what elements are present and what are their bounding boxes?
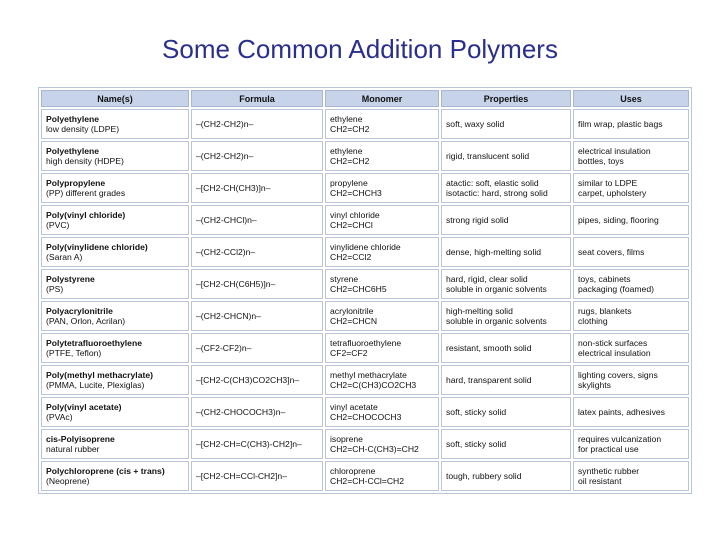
cell-properties (441, 141, 571, 171)
table-row (41, 461, 689, 491)
polymer-formula: –(CH2-CH2)n– (196, 151, 254, 161)
polymer-alias: natural rubber (46, 444, 100, 454)
polymer-alias: (PTFE, Teflon) (46, 348, 102, 358)
use-text: synthetic rubber (578, 466, 640, 476)
cell-monomer (325, 365, 439, 395)
polymer-name: Polystyrene (46, 274, 95, 284)
monomer-text: methyl methacrylate (330, 370, 407, 380)
cell-monomer (325, 173, 439, 203)
cell-uses (573, 205, 689, 235)
cell-formula (191, 109, 323, 139)
property-text: strong rigid solid (446, 215, 509, 225)
monomer-text: CH2=CCl2 (330, 252, 372, 262)
polymer-name: Polyethylene (46, 146, 100, 156)
polymer-formula: –(CF2-CF2)n– (196, 343, 252, 353)
cell-formula (191, 333, 323, 363)
cell-properties (441, 461, 571, 491)
polymer-name: Polychloroprene (cis + trans) (46, 466, 165, 476)
header-uses: Uses (573, 90, 689, 107)
property-text: hard, rigid, clear solid (446, 274, 528, 284)
cell-uses (573, 141, 689, 171)
cell-name (41, 301, 189, 331)
cell-name (41, 269, 189, 299)
use-text: film wrap, plastic bags (578, 119, 663, 129)
cell-monomer (325, 205, 439, 235)
cell-uses (573, 301, 689, 331)
property-text: tough, rubbery solid (446, 471, 522, 481)
cell-monomer (325, 333, 439, 363)
property-text: resistant, smooth solid (446, 343, 532, 353)
cell-name (41, 429, 189, 459)
cell-properties (441, 269, 571, 299)
polymer-name: cis-Polyisoprene (46, 434, 115, 444)
cell-name (41, 109, 189, 139)
cell-monomer (325, 141, 439, 171)
cell-name (41, 397, 189, 427)
polymer-alias: (Saran A) (46, 252, 83, 262)
monomer-text: CH2=CHCN (330, 316, 378, 326)
property-text: hard, transparent solid (446, 375, 532, 385)
cell-monomer (325, 109, 439, 139)
polymer-formula: –(CH2-CHOCOCH3)n– (196, 407, 286, 417)
polymer-name: Polyacrylonitrile (46, 306, 113, 316)
cell-properties (441, 237, 571, 267)
property-text: soft, sticky solid (446, 439, 507, 449)
monomer-text: CH2=CHCH3 (330, 188, 382, 198)
cell-uses (573, 269, 689, 299)
cell-uses (573, 333, 689, 363)
use-text: rugs, blankets (578, 306, 632, 316)
cell-formula (191, 173, 323, 203)
monomer-text: CH2=CH2 (330, 156, 370, 166)
table-header-row (41, 90, 689, 107)
property-text: soluble in organic solvents (446, 316, 547, 326)
polymer-name: Poly(vinylidene chloride) (46, 242, 148, 252)
monomer-text: CH2=CH-CCl=CH2 (330, 476, 405, 486)
monomer-text: CH2=CH2 (330, 124, 370, 134)
cell-properties (441, 205, 571, 235)
use-text: similar to LDPE (578, 178, 638, 188)
cell-formula (191, 461, 323, 491)
polymer-alias: (PVAc) (46, 412, 73, 422)
cell-uses (573, 429, 689, 459)
table-row (41, 429, 689, 459)
cell-formula (191, 365, 323, 395)
use-text: seat covers, films (578, 247, 645, 257)
use-text: non-stick surfaces (578, 338, 648, 348)
cell-properties (441, 365, 571, 395)
use-text: requires vulcanization (578, 434, 662, 444)
cell-name (41, 173, 189, 203)
polymer-name: Polyethylene (46, 114, 100, 124)
cell-formula (191, 205, 323, 235)
polymer-alias: (PAN, Orlon, Acrilan) (46, 316, 126, 326)
property-text: soft, sticky solid (446, 407, 507, 417)
cell-properties (441, 109, 571, 139)
use-text: lighting covers, signs (578, 370, 658, 380)
table-row (41, 301, 689, 331)
use-text: clothing (578, 316, 608, 326)
monomer-text: vinylidene chloride (330, 242, 401, 252)
cell-formula (191, 301, 323, 331)
use-text: oil resistant (578, 476, 622, 486)
table-row (41, 269, 689, 299)
use-text: for practical use (578, 444, 639, 454)
table-row (41, 365, 689, 395)
monomer-text: styrene (330, 274, 359, 284)
polymer-name: Poly(vinyl acetate) (46, 402, 122, 412)
polymer-formula: –[CH2-C(CH3)CO2CH3]n– (196, 375, 300, 385)
cell-monomer (325, 301, 439, 331)
polymer-formula: –[CH2-CH=C(CH3)-CH2]n– (196, 439, 302, 449)
use-text: skylights (578, 380, 611, 390)
header-monomer: Monomer (325, 90, 439, 107)
polymer-alias: (Neoprene) (46, 476, 90, 486)
use-text: latex paints, adhesives (578, 407, 665, 417)
use-text: carpet, upholstery (578, 188, 647, 198)
monomer-text: vinyl acetate (330, 402, 378, 412)
slide-title: Some Common Addition Polymers (162, 34, 558, 64)
table-row (41, 333, 689, 363)
table-body (41, 109, 689, 491)
table-row (41, 109, 689, 139)
table-row (41, 141, 689, 171)
cell-name (41, 461, 189, 491)
header-name: Name(s) (41, 90, 189, 107)
polymer-formula: –(CH2-CH2)n– (196, 119, 254, 129)
use-text: electrical insulation (578, 146, 651, 156)
cell-name (41, 141, 189, 171)
monomer-text: tetrafluoroethylene (330, 338, 402, 348)
cell-uses (573, 461, 689, 491)
cell-properties (441, 333, 571, 363)
cell-formula (191, 237, 323, 267)
cell-properties (441, 301, 571, 331)
table-row (41, 237, 689, 267)
cell-monomer (325, 237, 439, 267)
polymer-alias: low density (LDPE) (46, 124, 120, 134)
monomer-text: acrylonitrile (330, 306, 374, 316)
cell-formula (191, 141, 323, 171)
use-text: packaging (foamed) (578, 284, 654, 294)
cell-monomer (325, 397, 439, 427)
cell-uses (573, 397, 689, 427)
monomer-text: CH2=C(CH3)CO2CH3 (330, 380, 417, 390)
cell-uses (573, 237, 689, 267)
cell-monomer (325, 461, 439, 491)
polymer-alias: (PVC) (46, 220, 70, 230)
use-text: toys, cabinets (578, 274, 631, 284)
monomer-text: chloroprene (330, 466, 376, 476)
property-text: soluble in organic solvents (446, 284, 547, 294)
polymer-alias: high density (HDPE) (46, 156, 124, 166)
use-text: bottles, toys (578, 156, 624, 166)
property-text: dense, high-melting solid (446, 247, 542, 257)
property-text: atactic: soft, elastic solid (446, 178, 539, 188)
polymer-formula: –(CH2-CHCN)n– (196, 311, 261, 321)
cell-formula (191, 269, 323, 299)
monomer-text: isoprene (330, 434, 363, 444)
cell-monomer (325, 269, 439, 299)
header-formula: Formula (191, 90, 323, 107)
polymer-alias: (PMMA, Lucite, Plexiglas) (46, 380, 145, 390)
cell-name (41, 365, 189, 395)
monomer-text: CH2=CH-C(CH3)=CH2 (330, 444, 419, 454)
use-text: pipes, siding, flooring (578, 215, 659, 225)
cell-uses (573, 365, 689, 395)
polymer-name: Poly(methyl methacrylate) (46, 370, 153, 380)
cell-properties (441, 429, 571, 459)
polymer-name: Poly(vinyl chloride) (46, 210, 126, 220)
polymer-formula: –(CH2-CCl2)n– (196, 247, 256, 257)
cell-name (41, 205, 189, 235)
monomer-text: CH2=CHOCOCH3 (330, 412, 402, 422)
table-row (41, 397, 689, 427)
polymer-name: Polytetrafluoroethylene (46, 338, 142, 348)
cell-monomer (325, 429, 439, 459)
cell-uses (573, 173, 689, 203)
cell-name (41, 333, 189, 363)
monomer-text: CH2=CHC6H5 (330, 284, 387, 294)
monomer-text: ethylene (330, 114, 363, 124)
monomer-text: ethylene (330, 146, 363, 156)
header-properties: Properties (441, 90, 571, 107)
polymer-formula: –[CH2-CH=CCl-CH2]n– (196, 471, 287, 481)
property-text: rigid, translucent solid (446, 151, 530, 161)
cell-properties (441, 173, 571, 203)
cell-properties (441, 397, 571, 427)
polymer-name: Polypropylene (46, 178, 106, 188)
property-text: soft, waxy solid (446, 119, 505, 129)
table-row (41, 173, 689, 203)
property-text: high-melting solid (446, 306, 513, 316)
polymer-alias: (PS) (46, 284, 64, 294)
cell-formula (191, 397, 323, 427)
monomer-text: vinyl chloride (330, 210, 380, 220)
polymer-formula: –(CH2-CHCl)n– (196, 215, 257, 225)
polymer-alias: (PP) different grades (46, 188, 126, 198)
monomer-text: CH2=CHCl (330, 220, 373, 230)
cell-uses (573, 109, 689, 139)
monomer-text: propylene (330, 178, 368, 188)
cell-formula (191, 429, 323, 459)
cell-name (41, 237, 189, 267)
monomer-text: CF2=CF2 (330, 348, 368, 358)
property-text: isotactic: hard, strong solid (446, 188, 548, 198)
use-text: electrical insulation (578, 348, 651, 358)
polymers-table (38, 87, 692, 494)
table-row (41, 205, 689, 235)
polymer-formula: –[CH2-CH(C6H5)]n– (196, 279, 276, 289)
polymer-formula: –[CH2-CH(CH3)]n– (196, 183, 271, 193)
